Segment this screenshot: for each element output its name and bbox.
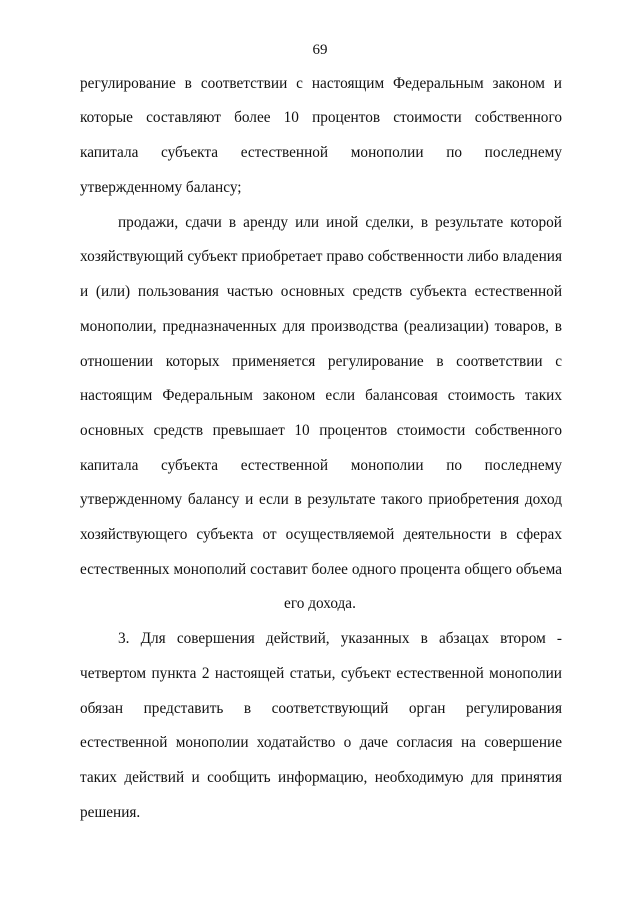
text-line: регулирование в соответствии с настоящим Федеральным законом и [80,75,562,92]
text-line: таких действий и сообщить информацию, необходимую для принятия [80,769,562,786]
text-line: хозяйствующий субъект приобретает право собственности либо владения [80,248,562,265]
text-line: и (или) пользования частью основных средств субъекта естественной [80,283,562,300]
text-line: решения. [80,804,141,821]
text-line: капитала субъекта естественной монополии по последнему [80,144,562,161]
text-line: утвержденному балансу; [80,179,242,196]
text-line: его дохода. [284,595,356,612]
page-number: 69 [312,42,328,58]
text-line: основных средств превышает 10 процентов стоимости собственного [80,422,562,439]
text-line: которые составляют более 10 процентов стоимости собственного [80,109,562,126]
text-line: четвертом пункта 2 настоящей статьи, субъект естественной монополии [80,665,562,682]
text-line: настоящим Федеральным законом если балансовая стоимость таких [80,387,562,404]
text-line: естественных монополий составит более одного процента общего объема [80,561,562,578]
text-line: обязан представить в соответствующий орган регулирования [80,700,562,717]
text-line: естественной монополии ходатайство о даче согласия на совершение [80,734,562,751]
text-line: 3. Для совершения действий, указанных в абзацах втором - [118,630,562,647]
text-line: утвержденному балансу и если в результате такого приобретения доход [80,491,562,508]
text-line: хозяйствующего субъекта от осуществляемой деятельности в сферах [80,526,562,543]
text-line: капитала субъекта естественной монополии по последнему [80,457,562,474]
text-line: продажи, сдачи в аренду или иной сделки, в результате которой [118,214,562,231]
text-line: отношении которых применяется регулирование в соответствии с [80,353,562,370]
text-line: монополии, предназначенных для производства (реализации) товаров, в [80,318,562,335]
